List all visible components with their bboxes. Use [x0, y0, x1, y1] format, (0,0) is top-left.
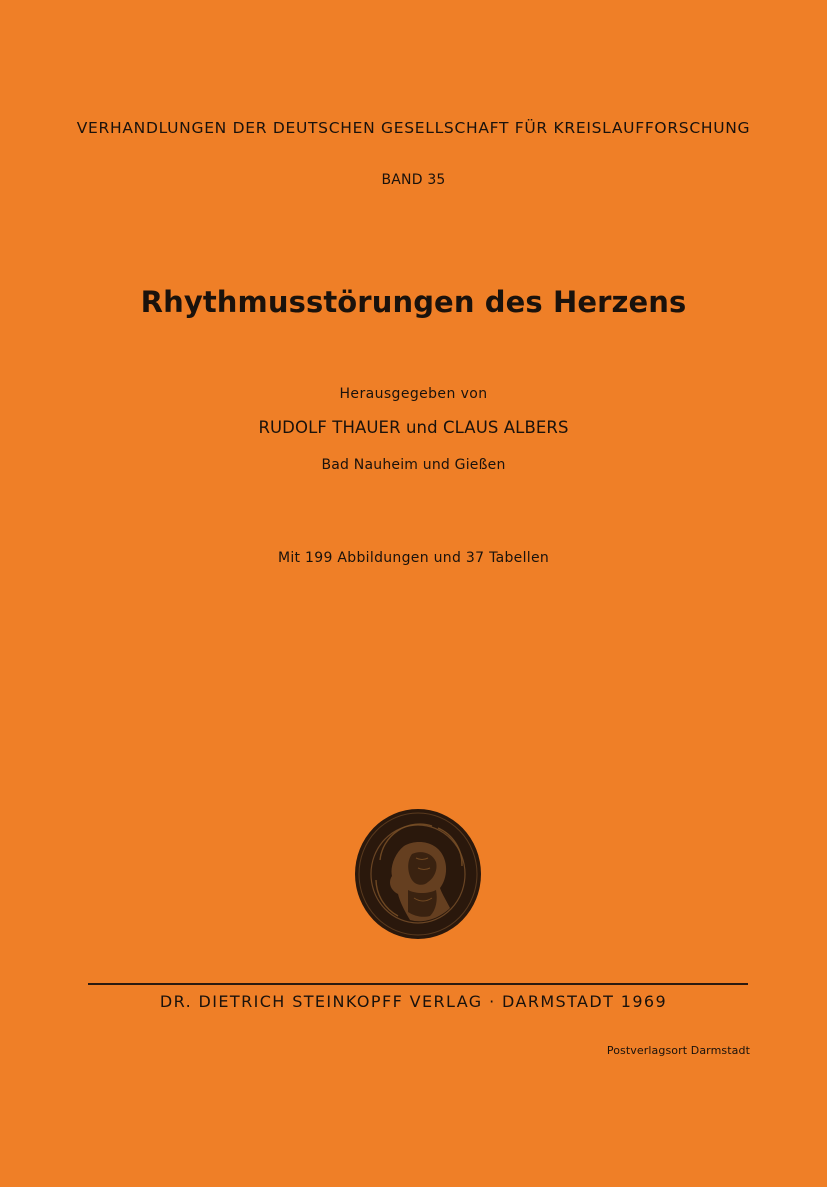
- postal-note: Postverlagsort Darmstadt: [606, 1044, 750, 1057]
- medal-graphic: [354, 808, 482, 940]
- society-medal-icon: [354, 808, 482, 940]
- book-title: Rhythmusstörungen des Herzens: [140, 285, 687, 319]
- horizontal-divider: [88, 983, 748, 985]
- editor-locations: Bad Nauheim und Gießen: [321, 457, 506, 473]
- publisher-line: DR. DIETRICH STEINKOPFF VERLAG · DARMSTADT 1969: [159, 992, 668, 1011]
- edited-by-label: Herausgegeben von: [339, 386, 488, 402]
- series-title: VERHANDLUNGEN DER DEUTSCHEN GESELLSCHAFT FÜR KREISLAUFFORSCHUNG: [76, 119, 751, 137]
- volume-number: BAND 35: [381, 172, 446, 188]
- editor-names: RUDOLF THAUER und CLAUS ALBERS: [258, 418, 569, 437]
- figures-and-tables-note: Mit 199 Abbildungen und 37 Tabellen: [277, 550, 550, 566]
